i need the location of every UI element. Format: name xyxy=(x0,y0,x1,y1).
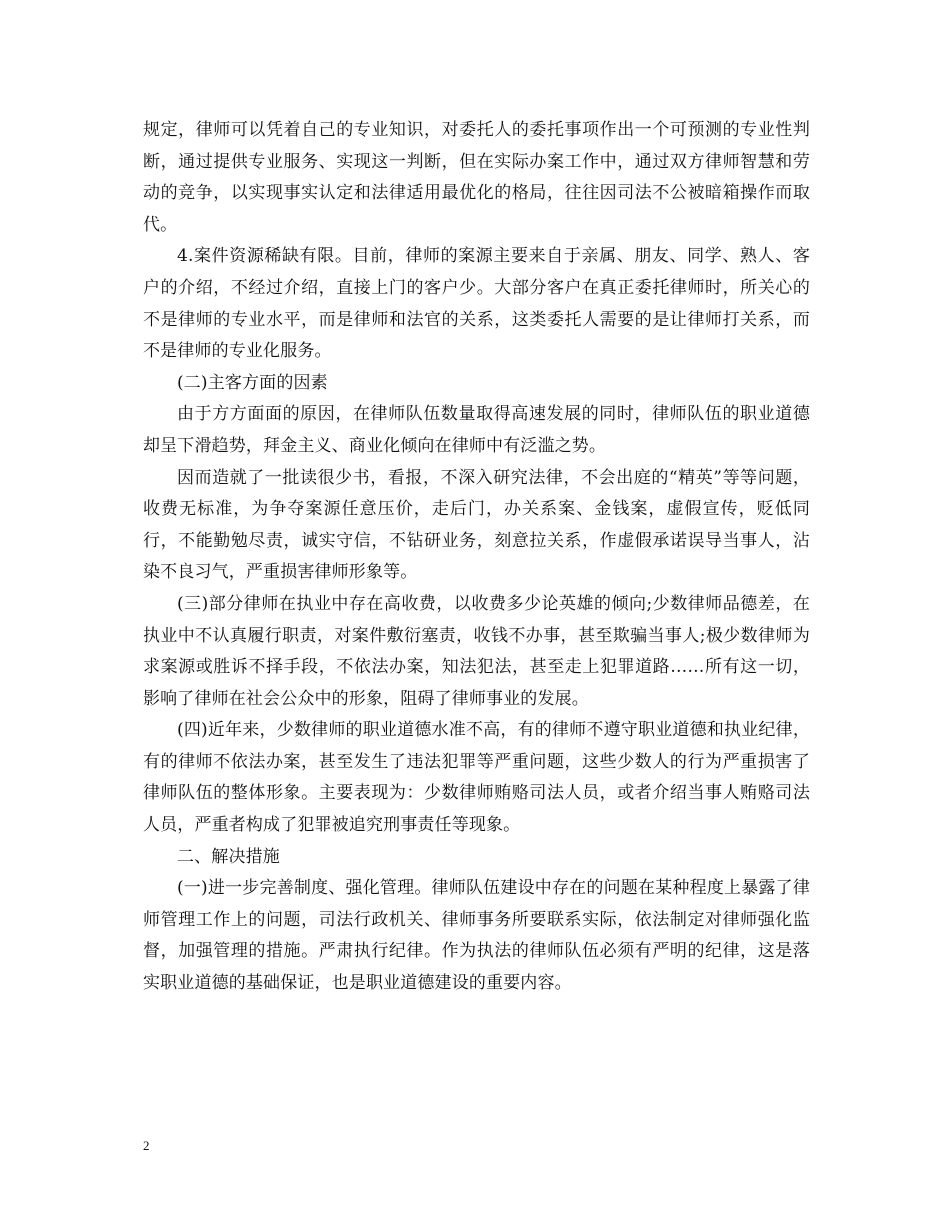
paragraph-elite-problems: 因而造就了一批读很少书，看报，不深入研究法律，不会出庭的“精英”等等问题，收费无标准，为争夺案源任意压价，走后门，办关系案、金钱案，虚假宣传，贬低同行，不能勤勉尽责，诚实守信，不钻研业务，刻意拉关系，作虚假承诺误导当事人，沾染不良习气，严重损害律师形象等。 xyxy=(143,467,810,583)
paragraph-high-fees: (三)部分律师在执业中存在高收费，以收费多少论英雄的倾向;少数律师品德差，在执业中不认真履行职责，对案件敷衍塞责，收钱不办事，甚至欺骗当事人;极少数律师为求案源或胜诉不择手段，不依法办案，知法犯法，甚至走上犯罪道路……所有这一切，影响了律师在社会公众中的形象，阻碍了律师事业的发展。 xyxy=(143,593,810,709)
paragraph-case-resources: 4.案件资源稀缺有限。目前，律师的案源主要来自于亲属、朋友、同学、熟人、客户的介绍，不经过介绍，直接上门的客户少。大部分客户在真正委托律师时，所关心的不是律师的专业水平，而是律师和法官的关系，这类委托人需要的是让律师打关系，而不是律师的专业化服务。 xyxy=(143,246,810,362)
page-number: 2 xyxy=(143,1138,150,1153)
paragraph-improve-system: (一)进一步完善制度、强化管理。律师队伍建设中存在的问题在某种程度上暴露了律师管理工作上的问题，司法行政机关、律师事务所要联系实际，依法制定对律师强化监督，加强管理的措施。严肃执行纪律。作为执法的律师队伍必须有严明的纪律，这是落实职业道德的基础保证，也是职业道德建设的重要内容。 xyxy=(143,878,810,994)
document-body xyxy=(143,115,810,1000)
paragraph-recent-years: (四)近年来，少数律师的职业道德水准不高，有的律师不遵守职业道德和执业纪律，有的律师不依法办案，甚至发生了违法犯罪等严重问题，这些少数人的行为严重损害了律师队伍的整体形象。主要表现为：少数律师贿赂司法人员，或者介绍当事人贿赂司法人员，严重者构成了犯罪被追究刑事责任等现象。 xyxy=(143,720,810,836)
paragraph-ethics-decline: 由于方方面面的原因，在律师队伍数量取得高速发展的同时，律师队伍的职业道德却呈下滑趋势，拜金主义、商业化倾向在律师中有泛滥之势。 xyxy=(143,404,810,456)
section-heading-subjective-factors: (二)主客方面的因素 xyxy=(177,372,328,393)
section-heading-solutions: 二、解决措施 xyxy=(177,846,280,867)
paragraph-continuation: 规定，律师可以凭着自己的专业知识，对委托人的委托事项作出一个可预测的专业性判断，通过提供专业服务、实现这一判断，但在实际办案工作中，通过双方律师智慧和劳动的竞争，以实现事实认定和法律适用最优化的格局，往往因司法不公被暗箱操作而取代。 xyxy=(143,120,810,235)
